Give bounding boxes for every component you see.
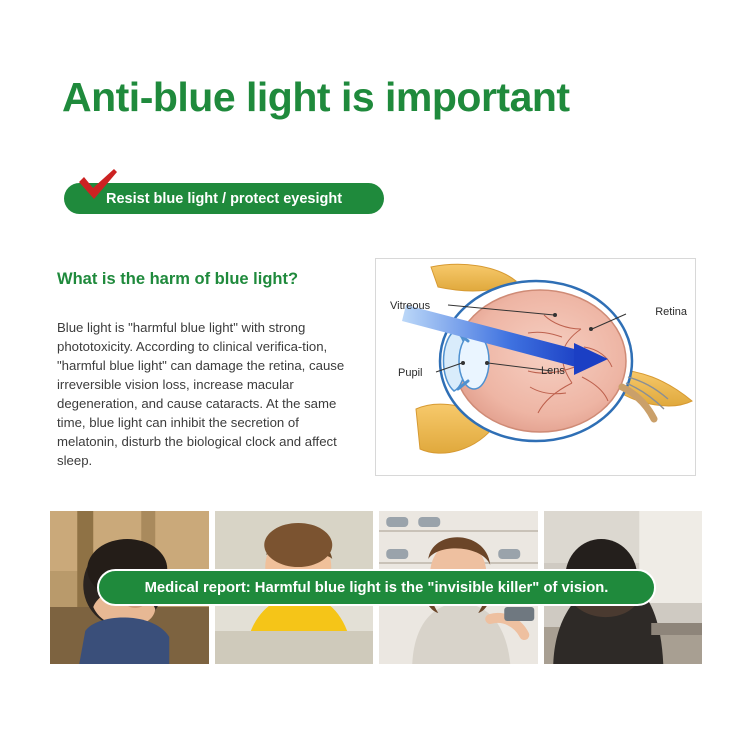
- pill-label: Resist blue light / protect eyesight: [106, 190, 343, 207]
- body-paragraph: Blue light is "harmful blue light" with strong phototoxicity. According to clinical verifica-tion, "harmful blue light" can damage the retina, cause irreversible vision loss, increase macular degeneration, and cause cataracts. At the same time, blue light can inhibit the secretion of melatonin, disturb the biological clock and affect sleep.: [57, 320, 345, 468]
- eye-diagram-graphic: [376, 259, 695, 475]
- label-vitreous: Vitreous: [390, 300, 431, 312]
- eye-anatomy-diagram: [375, 258, 696, 476]
- label-pupil: Pupil: [398, 367, 423, 379]
- label-retina: Retina: [655, 306, 687, 318]
- check-mark-icon: [77, 168, 119, 206]
- banner-label: Medical report: Harmful blue light is the "invisible killer" of vision.: [144, 579, 609, 596]
- page-title: Anti-blue light is important: [62, 74, 570, 120]
- section-subhead: What is the harm of blue light?: [57, 270, 299, 288]
- label-lens: Lens: [541, 365, 565, 377]
- medical-report-banner: [97, 569, 656, 606]
